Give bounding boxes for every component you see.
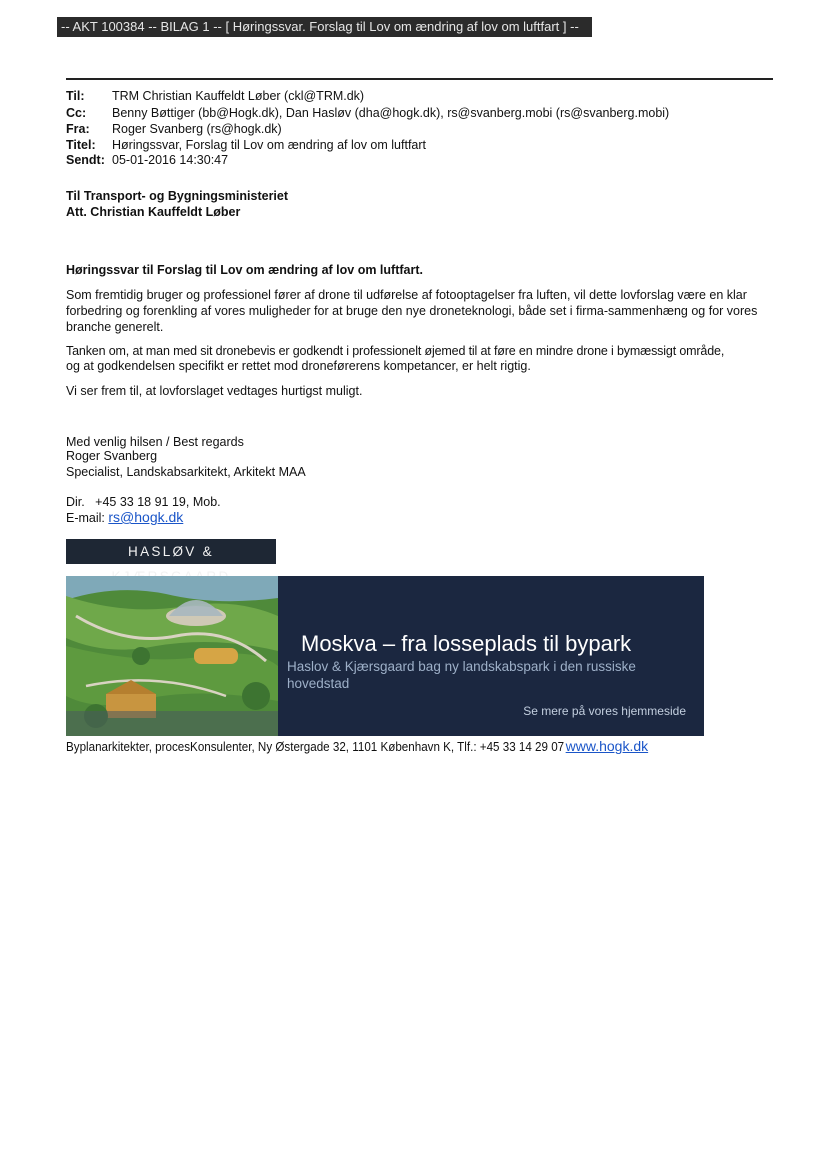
signature-email-row bbox=[66, 509, 183, 526]
recipient-line1: Til Transport- og Bygningsministeriet bbox=[66, 189, 289, 203]
company-logo: HASLØV & bbox=[66, 539, 276, 564]
banner-more-link[interactable]: Se mere på vores hjemmeside bbox=[523, 704, 686, 718]
title-row bbox=[66, 137, 426, 153]
sent-label: Sendt: bbox=[66, 153, 105, 167]
to-value[interactable]: TRM Christian Kauffeldt Løber (ckl@TRM.dk) bbox=[112, 89, 365, 103]
to-row bbox=[66, 88, 364, 104]
from-label: Fra: bbox=[66, 122, 90, 136]
title-value: Høringssvar, Forslag til Lov om ændring af lov om luftfart bbox=[112, 138, 427, 152]
cc-label: Cc: bbox=[66, 106, 87, 120]
from-value[interactable]: Roger Svanberg (rs@hogk.dk) bbox=[112, 122, 282, 136]
signature-name: Roger Svanberg bbox=[66, 449, 158, 463]
cc-row bbox=[66, 105, 669, 121]
signature-phone: Dir. +45 33 18 91 19, Mob. bbox=[66, 495, 221, 509]
website-link[interactable]: www.hogk.dk bbox=[565, 738, 649, 754]
header-divider bbox=[66, 78, 773, 80]
body-paragraph-2-line1: Tanken om, at man med sit dronebevis er godkendt i professionelt øjemed til at føre en mindre drone i bymæssigt område, bbox=[66, 344, 725, 358]
signature-role: Specialist, Landskabsarkitekt, Arkitekt MAA bbox=[66, 465, 306, 479]
sent-value: 05-01-2016 14:30:47 bbox=[112, 153, 229, 167]
cc-value[interactable]: Benny Bøttiger (bb@Hogk.dk), Dan Hasløv (dha@hogk.dk), rs@svanberg.mobi (rs@svanberg.mobi) bbox=[112, 106, 670, 120]
title-label: Titel: bbox=[66, 138, 96, 152]
signature-greeting: Med venlig hilsen / Best regards bbox=[66, 435, 244, 449]
body-paragraph-3: Vi ser frem til, at lovforslaget vedtages hurtigst muligt. bbox=[66, 384, 363, 398]
banner-subtitle: Haslov & Kjærsgaard bag ny landskabspark i den russiske hovedstad bbox=[287, 659, 636, 691]
sent-row bbox=[66, 152, 228, 168]
body-paragraph-1: Som fremtidig bruger og professionel fører af drone til udførelse af fotooptagelser fra luften, vil dette lovforslag være en klar forbedring og forenkling af vores muligheder for at bruge den nye droneteknologi, både set i firma-sammenhæng og for vores branche generelt. bbox=[66, 288, 758, 334]
body-paragraph-2-line2: og at godkendelsen specifikt er rettet mod droneførerens kompetancer, er helt rigtig. bbox=[66, 359, 531, 373]
recipient-line2: Att. Christian Kauffeldt Løber bbox=[66, 205, 241, 219]
email-label: E-mail: bbox=[66, 511, 109, 525]
news-banner[interactable] bbox=[66, 576, 704, 736]
from-row bbox=[66, 121, 282, 137]
letter-subject: Høringssvar til Forslag til Lov om ændring af lov om luftfart. bbox=[66, 263, 423, 277]
email-link[interactable]: rs@hogk.dk bbox=[108, 509, 184, 525]
footer-text: Byplanarkitekter, procesKonsulenter, Ny Østergade 32, 1101 København K, Tlf.: +45 33 14 29 07 bbox=[66, 740, 565, 754]
document-stamp: -- AKT 100384 -- BILAG 1 -- [ Høringssvar. Forslag til Lov om ændring af lov om luftfart ] -- bbox=[57, 17, 592, 37]
to-label: Til: bbox=[66, 89, 85, 103]
footer-line bbox=[66, 738, 648, 754]
banner-title: Moskva – fra losseplads til bypark bbox=[301, 631, 632, 656]
park-aerial-image bbox=[66, 576, 278, 736]
